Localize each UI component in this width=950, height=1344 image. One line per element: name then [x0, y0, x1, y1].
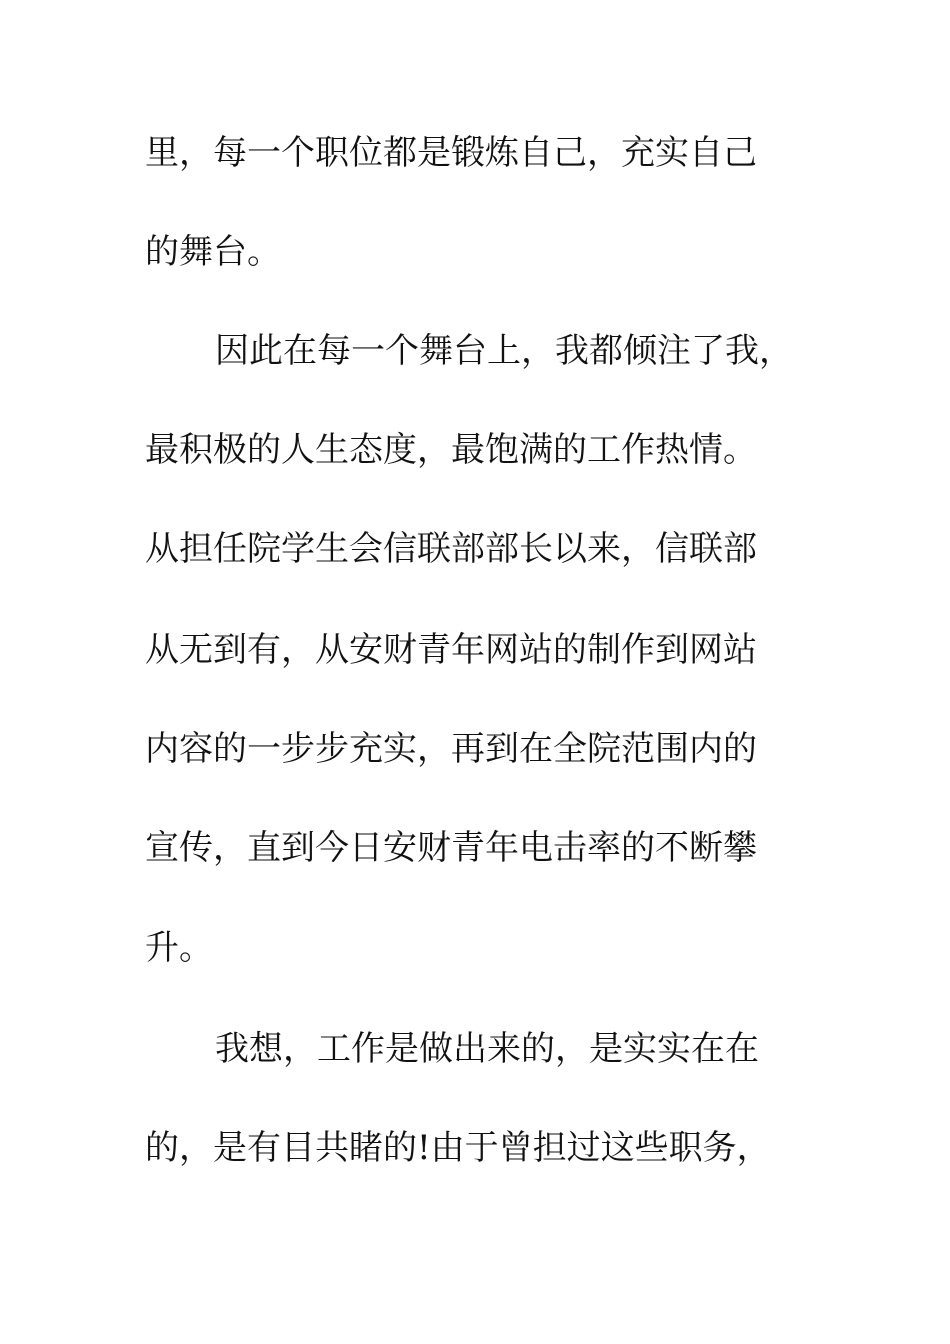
text-line: 从担任院学生会信联部部长以来，信联部 [145, 529, 757, 569]
text-line: 的舞台。 [145, 232, 281, 272]
text-line: 从无到有，从安财青年网站的制作到网站 [145, 630, 757, 670]
text-line: 最积极的人生态度，最饱满的工作热情。 [145, 430, 757, 470]
text-line: 宣传，直到今日安财青年电击率的不断攀 [145, 828, 757, 868]
text-line: 内容的一步步充实，再到在全院范围内的 [145, 729, 757, 769]
text-line: 升。 [145, 928, 213, 968]
text-line: 里，每一个职位都是锻炼自己，充实自己 [145, 133, 757, 173]
paragraph-start-line: 我想，工作是做出来的，是实实在在 [215, 1029, 759, 1069]
paragraph-start-line: 因此在每一个舞台上，我都倾注了我， [215, 331, 793, 371]
text-line: 的，是有目共睹的!由于曾担过这些职务， [145, 1128, 771, 1168]
